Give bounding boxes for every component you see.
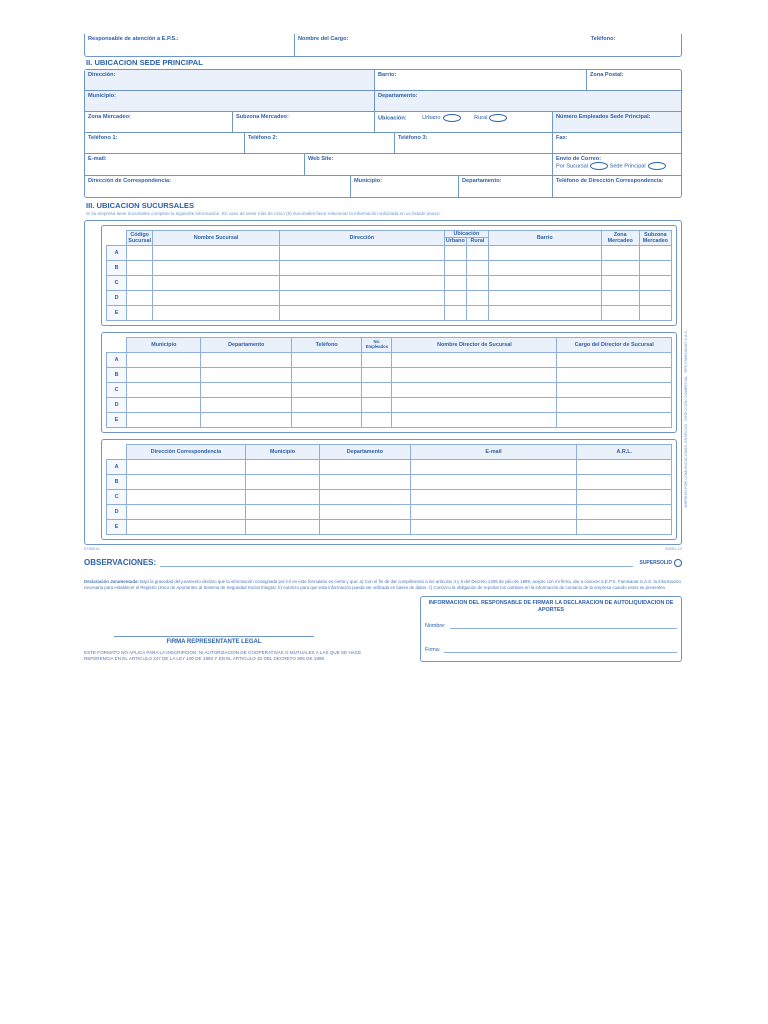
envio-correo-field — [553, 154, 681, 175]
cell[interactable] — [557, 368, 672, 383]
sede-principal-box — [84, 69, 682, 198]
declaracion-text: Bajo la gravedad del juramento declaro que la información consignada por mí en este formulario es cierta y que: a) Con el fin de dar cumplimiento a los artículos 4 y 5 del Decreto 1406 de julio de 1999, acepto con mi firma, dar a conocer a E.P.S. Famisanar S.A.S. la información necesaria para establecer el Registro Único de Aportantes al Sistema de Seguridad Social Integral. b) Autorizo para que esta información pueda ser utilizada en bases de datos. c) Conozco la obligación de reportar los cambios en la información de contacto de la empresa cuando estos se presenten. — [84, 578, 681, 590]
cell[interactable] — [127, 520, 246, 535]
col-municipio-3: Municipio — [245, 445, 319, 460]
resp-nombre-field[interactable] — [425, 623, 677, 629]
telefono1-field[interactable] — [85, 133, 245, 153]
cell[interactable] — [601, 261, 639, 276]
code-right: 05951-13 — [665, 546, 682, 552]
cell[interactable] — [444, 306, 466, 321]
observaciones-row — [84, 558, 682, 567]
cell[interactable] — [127, 383, 201, 398]
cell[interactable] — [392, 368, 557, 383]
email-label: E-mail: — [88, 155, 107, 162]
cell[interactable] — [410, 520, 577, 535]
section-2-title: II. UBICACION SEDE PRINCIPAL — [86, 58, 203, 67]
sucursales-table-2 — [101, 332, 677, 433]
code-left: 0795014 — [84, 546, 100, 552]
num-empleados-field[interactable] — [553, 112, 681, 132]
cell[interactable] — [392, 353, 557, 368]
cell[interactable] — [320, 490, 410, 505]
cell[interactable] — [201, 353, 291, 368]
resp-nombre-label: Nombre: — [425, 622, 446, 629]
cell[interactable] — [488, 291, 601, 306]
cell[interactable] — [153, 291, 280, 306]
municipio-label: Municipio: — [88, 92, 116, 99]
col-barrio: Barrio — [488, 230, 601, 245]
row-label: B — [107, 368, 127, 383]
departamento-label: Departamento: — [378, 92, 418, 99]
cell[interactable] — [245, 520, 319, 535]
cell[interactable] — [153, 261, 280, 276]
sede-principal-radio[interactable] — [648, 162, 666, 170]
observaciones-label: OBSERVACIONES: — [84, 557, 157, 567]
cell[interactable] — [410, 490, 577, 505]
responsable-label: Responsable de atención a E.P.S.: — [88, 36, 179, 42]
cell[interactable] — [639, 291, 671, 306]
row-label: C — [107, 276, 127, 291]
cell[interactable] — [279, 261, 444, 276]
cell[interactable] — [201, 368, 291, 383]
cell[interactable] — [466, 246, 488, 261]
cell[interactable] — [153, 276, 280, 291]
sede-principal-label: Sede Principal — [609, 163, 646, 170]
row-label: E — [107, 520, 127, 535]
resp-firma-label: Firma: — [425, 646, 441, 653]
telefono2-field[interactable] — [245, 133, 395, 153]
declaracion — [84, 579, 682, 590]
declaracion-lead: Declaración Juramentada: — [84, 578, 139, 584]
cell[interactable] — [291, 368, 361, 383]
urbano-label: Urbano — [422, 115, 441, 122]
cell[interactable] — [127, 276, 153, 291]
section-3-title: III. UBICACION SUCURSALES — [86, 200, 195, 210]
col-municipio: Municipio — [127, 338, 201, 353]
affiliation-form — [84, 34, 682, 662]
barrio-label: Barrio: — [378, 71, 397, 78]
ubicacion-header: Ubicación — [445, 231, 488, 238]
departamento2-field[interactable] — [459, 176, 553, 197]
observaciones-field[interactable] — [160, 559, 633, 567]
cell[interactable] — [601, 276, 639, 291]
cell[interactable] — [362, 383, 392, 398]
cell[interactable] — [201, 383, 291, 398]
firma-block — [84, 636, 384, 662]
cell[interactable] — [279, 291, 444, 306]
num-empleados-label: Número Empleados Sede Principal: — [556, 113, 651, 120]
cell[interactable] — [444, 291, 466, 306]
form-codes — [84, 547, 682, 552]
col-nombre-director: Nombre Director de Sucursal — [392, 338, 557, 353]
subzona-label: Subzona Mercadeo: — [236, 113, 289, 120]
zona-postal-label: Zona Postal: — [590, 71, 624, 78]
cell[interactable] — [410, 505, 577, 520]
cell[interactable] — [466, 261, 488, 276]
responsable-box — [420, 596, 682, 662]
web-field[interactable] — [305, 154, 553, 175]
cell[interactable] — [639, 276, 671, 291]
por-sucursal-radio[interactable] — [590, 162, 608, 170]
cell[interactable] — [577, 505, 672, 520]
resp-firma-field[interactable] — [425, 647, 677, 653]
zona-mercadeo-field[interactable] — [85, 112, 233, 132]
fax-label: Fax: — [556, 134, 568, 141]
cargo-field[interactable] — [295, 34, 525, 56]
urbano-radio[interactable] — [443, 114, 461, 122]
cell[interactable] — [127, 246, 153, 261]
ubicacion-field — [375, 112, 553, 132]
row-label: C — [107, 490, 127, 505]
row-label: D — [107, 398, 127, 413]
responsable-field[interactable] — [85, 34, 295, 56]
subzona-field[interactable] — [233, 112, 375, 132]
corner — [107, 338, 127, 353]
bottom-section — [84, 596, 682, 662]
zona-postal-field[interactable] — [587, 70, 681, 90]
cell[interactable] — [466, 306, 488, 321]
municipio2-field[interactable] — [351, 176, 459, 197]
sucursales-table-3 — [101, 439, 677, 540]
col-departamento: Departamento — [201, 338, 291, 353]
resp-nombre-line[interactable] — [450, 623, 677, 629]
cell[interactable] — [320, 520, 410, 535]
col-email: E-mail — [410, 445, 577, 460]
cell[interactable] — [291, 413, 361, 428]
firma-note: ESTE FORMATO NO APLICA PARA LA INSCRIPCION, NI AUTORIZACION DE COOPERATIVAS O MUTUALES A LAS QUE SE HACE REFERENCIA EN EL ARTICULO 247 DE LA LEY 100 DE 1993 Y EN EL ARTICULO 40 DEL DECRETO 806 DE 1998 — [84, 650, 362, 662]
direccion-field[interactable] — [85, 70, 375, 90]
zona-mercadeo-label: Zona Mercadeo: — [88, 113, 131, 120]
cell[interactable] — [577, 475, 672, 490]
rural-sub: Rural — [470, 238, 485, 245]
col-ubicacion — [444, 230, 488, 245]
brand-icon — [674, 559, 682, 567]
cell[interactable] — [466, 291, 488, 306]
tel-dir-corresp-field[interactable] — [553, 176, 681, 197]
dir-corresp-field[interactable] — [85, 176, 351, 197]
cell[interactable] — [127, 398, 201, 413]
cell[interactable] — [245, 475, 319, 490]
row-label: A — [107, 246, 127, 261]
tel-dir-corresp-label: Teléfono de Dirección Correspondencia: — [556, 177, 664, 184]
cell[interactable] — [291, 398, 361, 413]
cell[interactable] — [392, 413, 557, 428]
cell[interactable] — [577, 490, 672, 505]
cell[interactable] — [362, 413, 392, 428]
col-nombre-sucursal: Nombre Sucursal — [153, 230, 280, 245]
email-field[interactable] — [85, 154, 305, 175]
barrio-field[interactable] — [375, 70, 587, 90]
cell[interactable] — [127, 490, 246, 505]
telefono2-label: Teléfono 2: — [248, 134, 278, 141]
cell[interactable] — [127, 368, 201, 383]
cell[interactable] — [320, 460, 410, 475]
row-label: A — [107, 460, 127, 475]
corner — [107, 445, 127, 460]
telefono3-label: Teléfono 3: — [398, 134, 428, 141]
por-sucursal-label: Por Sucursal — [556, 163, 589, 170]
cell[interactable] — [127, 413, 201, 428]
brand-logo: SUPERSOLID — [639, 560, 672, 567]
cell[interactable] — [488, 246, 601, 261]
col-dir-corresp: Dirección Correspondencia — [127, 445, 246, 460]
cell[interactable] — [392, 383, 557, 398]
cell[interactable] — [488, 276, 601, 291]
cell[interactable] — [279, 306, 444, 321]
cell[interactable] — [291, 383, 361, 398]
section-3-note: Si su empresa tiene sucursales complete la siguiente información. En caso de tener más de cinco (5) sucursales favor relacionar la información solicitada en un listado anexo. — [86, 211, 441, 217]
municipio2-label: Municipio: — [354, 177, 382, 184]
cell[interactable] — [245, 460, 319, 475]
col-num-empleados: No. Empleados — [362, 338, 392, 353]
cell[interactable] — [127, 475, 246, 490]
cell[interactable] — [127, 261, 153, 276]
row-label: B — [107, 261, 127, 276]
fax-field[interactable] — [553, 133, 681, 153]
cell[interactable] — [444, 276, 466, 291]
col-zona: Zona Mercadeo — [601, 230, 639, 245]
cell[interactable] — [488, 306, 601, 321]
cell[interactable] — [362, 398, 392, 413]
sucursales-box — [84, 220, 682, 545]
col-departamento-3: Departamento — [320, 445, 410, 460]
cell[interactable] — [201, 398, 291, 413]
departamento2-label: Departamento: — [462, 177, 502, 184]
col-subzona: Subzona Mercadeo — [639, 230, 671, 245]
cell[interactable] — [153, 306, 280, 321]
departamento-field[interactable] — [375, 91, 681, 111]
row-label: E — [107, 413, 127, 428]
cell[interactable] — [392, 398, 557, 413]
telefono3-field[interactable] — [395, 133, 553, 153]
cell[interactable] — [127, 291, 153, 306]
cell[interactable] — [279, 276, 444, 291]
row-label: A — [107, 353, 127, 368]
cell[interactable] — [639, 306, 671, 321]
web-label: Web Site: — [308, 155, 334, 162]
cell[interactable] — [127, 353, 201, 368]
cell[interactable] — [245, 490, 319, 505]
resp-firma-line[interactable] — [444, 647, 677, 653]
top-row-box — [84, 34, 682, 57]
cell[interactable] — [362, 368, 392, 383]
urbano-sub: Urbano — [445, 238, 467, 244]
rural-label: Rural — [474, 115, 488, 122]
firma-representante[interactable]: FIRMA REPRESENTANTE LEGAL — [114, 636, 314, 646]
col-cargo-director: Cargo del Director de Sucursal — [557, 338, 672, 353]
direccion-label: Dirección: — [88, 71, 116, 78]
cell[interactable] — [466, 276, 488, 291]
row-label: E — [107, 306, 127, 321]
responsable-title: INFORMACION DEL RESPONSABLE DE FIRMAR LA DECLARACION DE AUTOLIQUIDACION DE APORTES — [428, 600, 674, 613]
cell[interactable] — [639, 261, 671, 276]
row-label: C — [107, 383, 127, 398]
cell[interactable] — [201, 413, 291, 428]
cell[interactable] — [601, 306, 639, 321]
ubicacion-label: Ubicación: — [378, 115, 407, 122]
top-telefono-label: Teléfono: — [590, 36, 616, 42]
municipio-field[interactable] — [85, 91, 375, 111]
cell[interactable] — [488, 261, 601, 276]
cell[interactable] — [362, 353, 392, 368]
cell[interactable] — [127, 460, 246, 475]
row-label: D — [107, 505, 127, 520]
cell[interactable] — [601, 246, 639, 261]
cell[interactable] — [127, 306, 153, 321]
cell[interactable] — [557, 413, 672, 428]
sucursales-table-1 — [101, 225, 677, 326]
row-label: B — [107, 475, 127, 490]
cell[interactable] — [444, 261, 466, 276]
side-print-text: IMPRESO POR COMUNICACIONES GRÁFICAS · DIRECCIÓN COMERCIAL · EPS FAMISANAR S.A.S. — [684, 330, 688, 508]
cell[interactable] — [245, 505, 319, 520]
cell[interactable] — [601, 291, 639, 306]
cell[interactable] — [320, 475, 410, 490]
col-codigo: Código Sucursal — [128, 231, 152, 244]
cell[interactable] — [444, 246, 466, 261]
rural-radio[interactable] — [489, 114, 507, 122]
cell[interactable] — [279, 246, 444, 261]
cell[interactable] — [410, 460, 577, 475]
top-telefono-field[interactable] — [525, 34, 681, 56]
cell[interactable] — [153, 246, 280, 261]
cargo-label: Nombre del Cargo: — [298, 36, 349, 42]
cell[interactable] — [557, 383, 672, 398]
cell[interactable] — [410, 475, 577, 490]
cell[interactable] — [557, 353, 672, 368]
cell[interactable] — [639, 246, 671, 261]
row-label: D — [107, 291, 127, 306]
col-arl: A.R.L. — [577, 445, 672, 460]
col-telefono: Teléfono — [291, 338, 361, 353]
envio-label: Envío de Correo: — [556, 155, 602, 162]
cell[interactable] — [557, 398, 672, 413]
cell[interactable] — [127, 505, 246, 520]
dir-corresp-label: Dirección de Correspondencia: — [88, 177, 171, 184]
cell[interactable] — [577, 460, 672, 475]
col-direccion: Dirección — [279, 230, 444, 245]
telefono1-label: Teléfono 1: — [88, 134, 118, 141]
cell[interactable] — [577, 520, 672, 535]
corner — [107, 230, 127, 245]
cell[interactable] — [291, 353, 361, 368]
cell[interactable] — [320, 505, 410, 520]
